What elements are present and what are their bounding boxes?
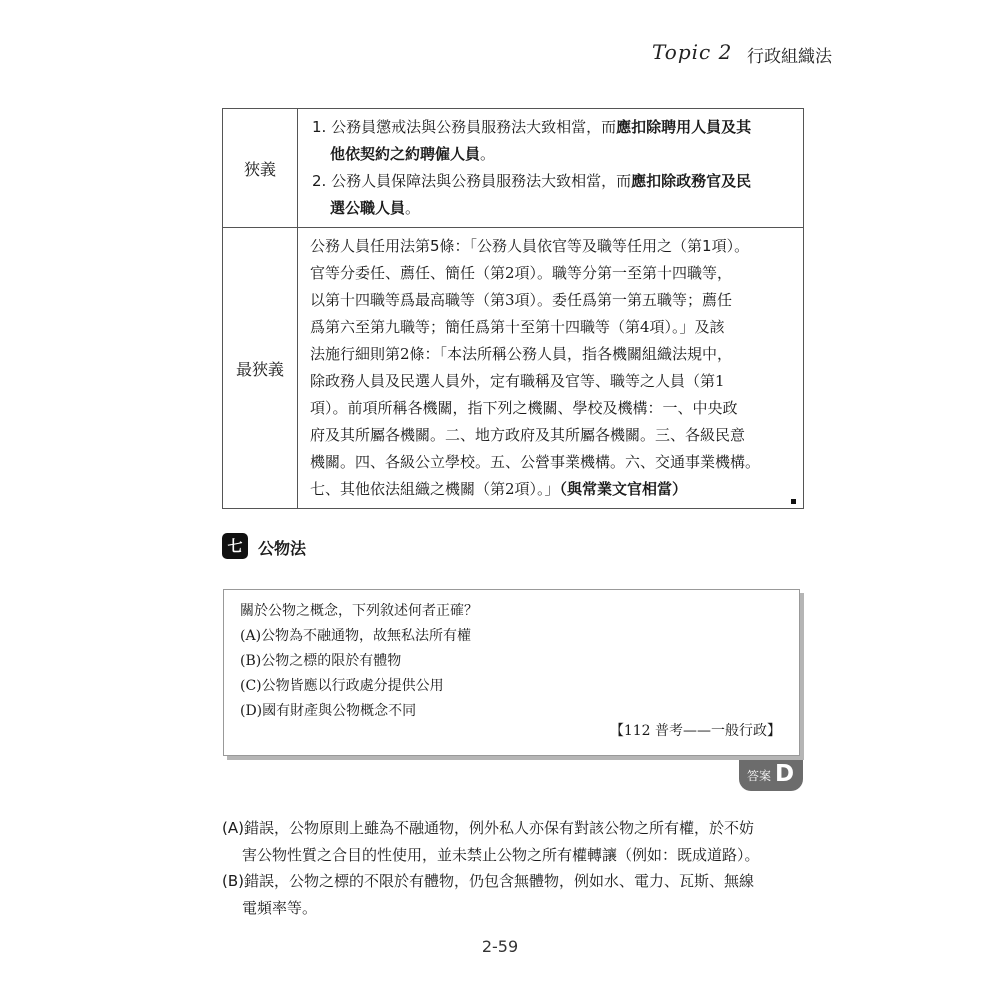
explanation-lead: (A)錯誤，公物原則上雖為不融通物，例外私人亦保有對該公物之所有權，於不妨 [222, 819, 754, 837]
section-number-badge: 七 [222, 533, 248, 559]
desc-narrow [298, 109, 804, 228]
desc-line: 項）。前項所稱各機關，指下列之機關、學校及機構：一、中央政 [310, 399, 738, 417]
desc-narrowest [298, 228, 804, 509]
desc-line: 爲第六至第九職等；簡任爲第十至第十四職等（第4項）。」及該 [310, 318, 725, 336]
question-stem: 關於公物之概念，下列敘述何者正確？ [240, 603, 478, 619]
desc-line: 公務人員任用法第5條：「公務人員依官等及職等任用之（第1項）。 [310, 237, 750, 255]
explanation-lead: (B)錯誤，公物之標的不限於有體物，仍包含無體物，例如水、電力、瓦斯、無線 [222, 872, 754, 890]
narrow-item-2 [310, 168, 793, 222]
desc-line: 除政務人員及民選人員外，定有職稱及官等、職等之人員（第1 [310, 372, 725, 390]
desc-line: 以第十四職等爲最高職等（第3項）。委任爲第一第五職等；薦任 [310, 291, 733, 309]
item-bold: 他依契約之約聘僱人員 [330, 145, 481, 163]
desc-line: 法施行細則第2條：「本法所稱公務人員，指各機關組織法規中， [310, 345, 733, 363]
desc-line: 機關。四、各級公立學校。五、公營事業機構。六、交通事業機構。 [310, 453, 761, 471]
item-number: 2. [312, 172, 327, 190]
table-row-narrow [223, 109, 804, 228]
item-tail: 。 [405, 199, 421, 217]
item-bold: 應扣除政務官及民 [631, 172, 752, 190]
page-header [652, 40, 852, 70]
explanation-a [222, 815, 812, 869]
narrow-item-1 [310, 114, 793, 168]
desc-line-last [310, 476, 793, 503]
definition-table [222, 108, 804, 509]
explanation-cont: 害公物性質之合目的性使用，並未禁止公物之所有權轉讓（例如：既成道路）。 [242, 846, 760, 864]
item-text: 公務員懲戒法與公務員服務法大致相當，而 [331, 118, 617, 136]
answer-label: 答案 [747, 769, 772, 783]
option-a: (A)公物為不融通物，故無私法所有權 [240, 628, 472, 644]
item-number: 1. [312, 118, 327, 136]
explanation-b [222, 868, 812, 922]
chapter-title: 行政組織法 [747, 47, 832, 67]
option-c: (C)公物皆應以行政處分提供公用 [240, 678, 444, 694]
item-bold: 應扣除聘用人員及其 [616, 118, 752, 136]
topic-logo: Topic 2 [652, 40, 733, 64]
desc-text: 七、其他依法組織之機關（第2項）。」 [310, 480, 560, 498]
bullet-mark [791, 499, 796, 504]
desc-bold-note: （與常業文官相當） [559, 480, 688, 498]
explanation-cont: 電頻率等。 [242, 899, 318, 917]
answer-tab [739, 760, 803, 791]
desc-line: 官等分委任、薦任、簡任（第2項）。職等分第一至第十四職等， [310, 264, 733, 282]
item-tail: 。 [480, 145, 496, 163]
page-number: 2-59 [481, 937, 519, 956]
item-text: 公務人員保障法與公務員服務法大致相當，而 [331, 172, 632, 190]
term-narrowest: 最狹義 [223, 228, 298, 509]
section-title: 公物法 [258, 539, 307, 558]
option-d: (D)國有財產與公物概念不同 [240, 703, 417, 719]
answer-letter: D [775, 761, 795, 787]
option-b: (B)公物之標的限於有體物 [240, 653, 402, 669]
term-narrow: 狹義 [223, 109, 298, 228]
question-source: 【112 普考——一般行政】 [609, 723, 781, 739]
desc-line: 府及其所屬各機關。二、地方政府及其所屬各機關。三、各級民意 [310, 426, 746, 444]
question-box [223, 589, 800, 756]
table-row-narrowest [223, 228, 804, 509]
item-bold: 選公職人員 [330, 199, 406, 217]
